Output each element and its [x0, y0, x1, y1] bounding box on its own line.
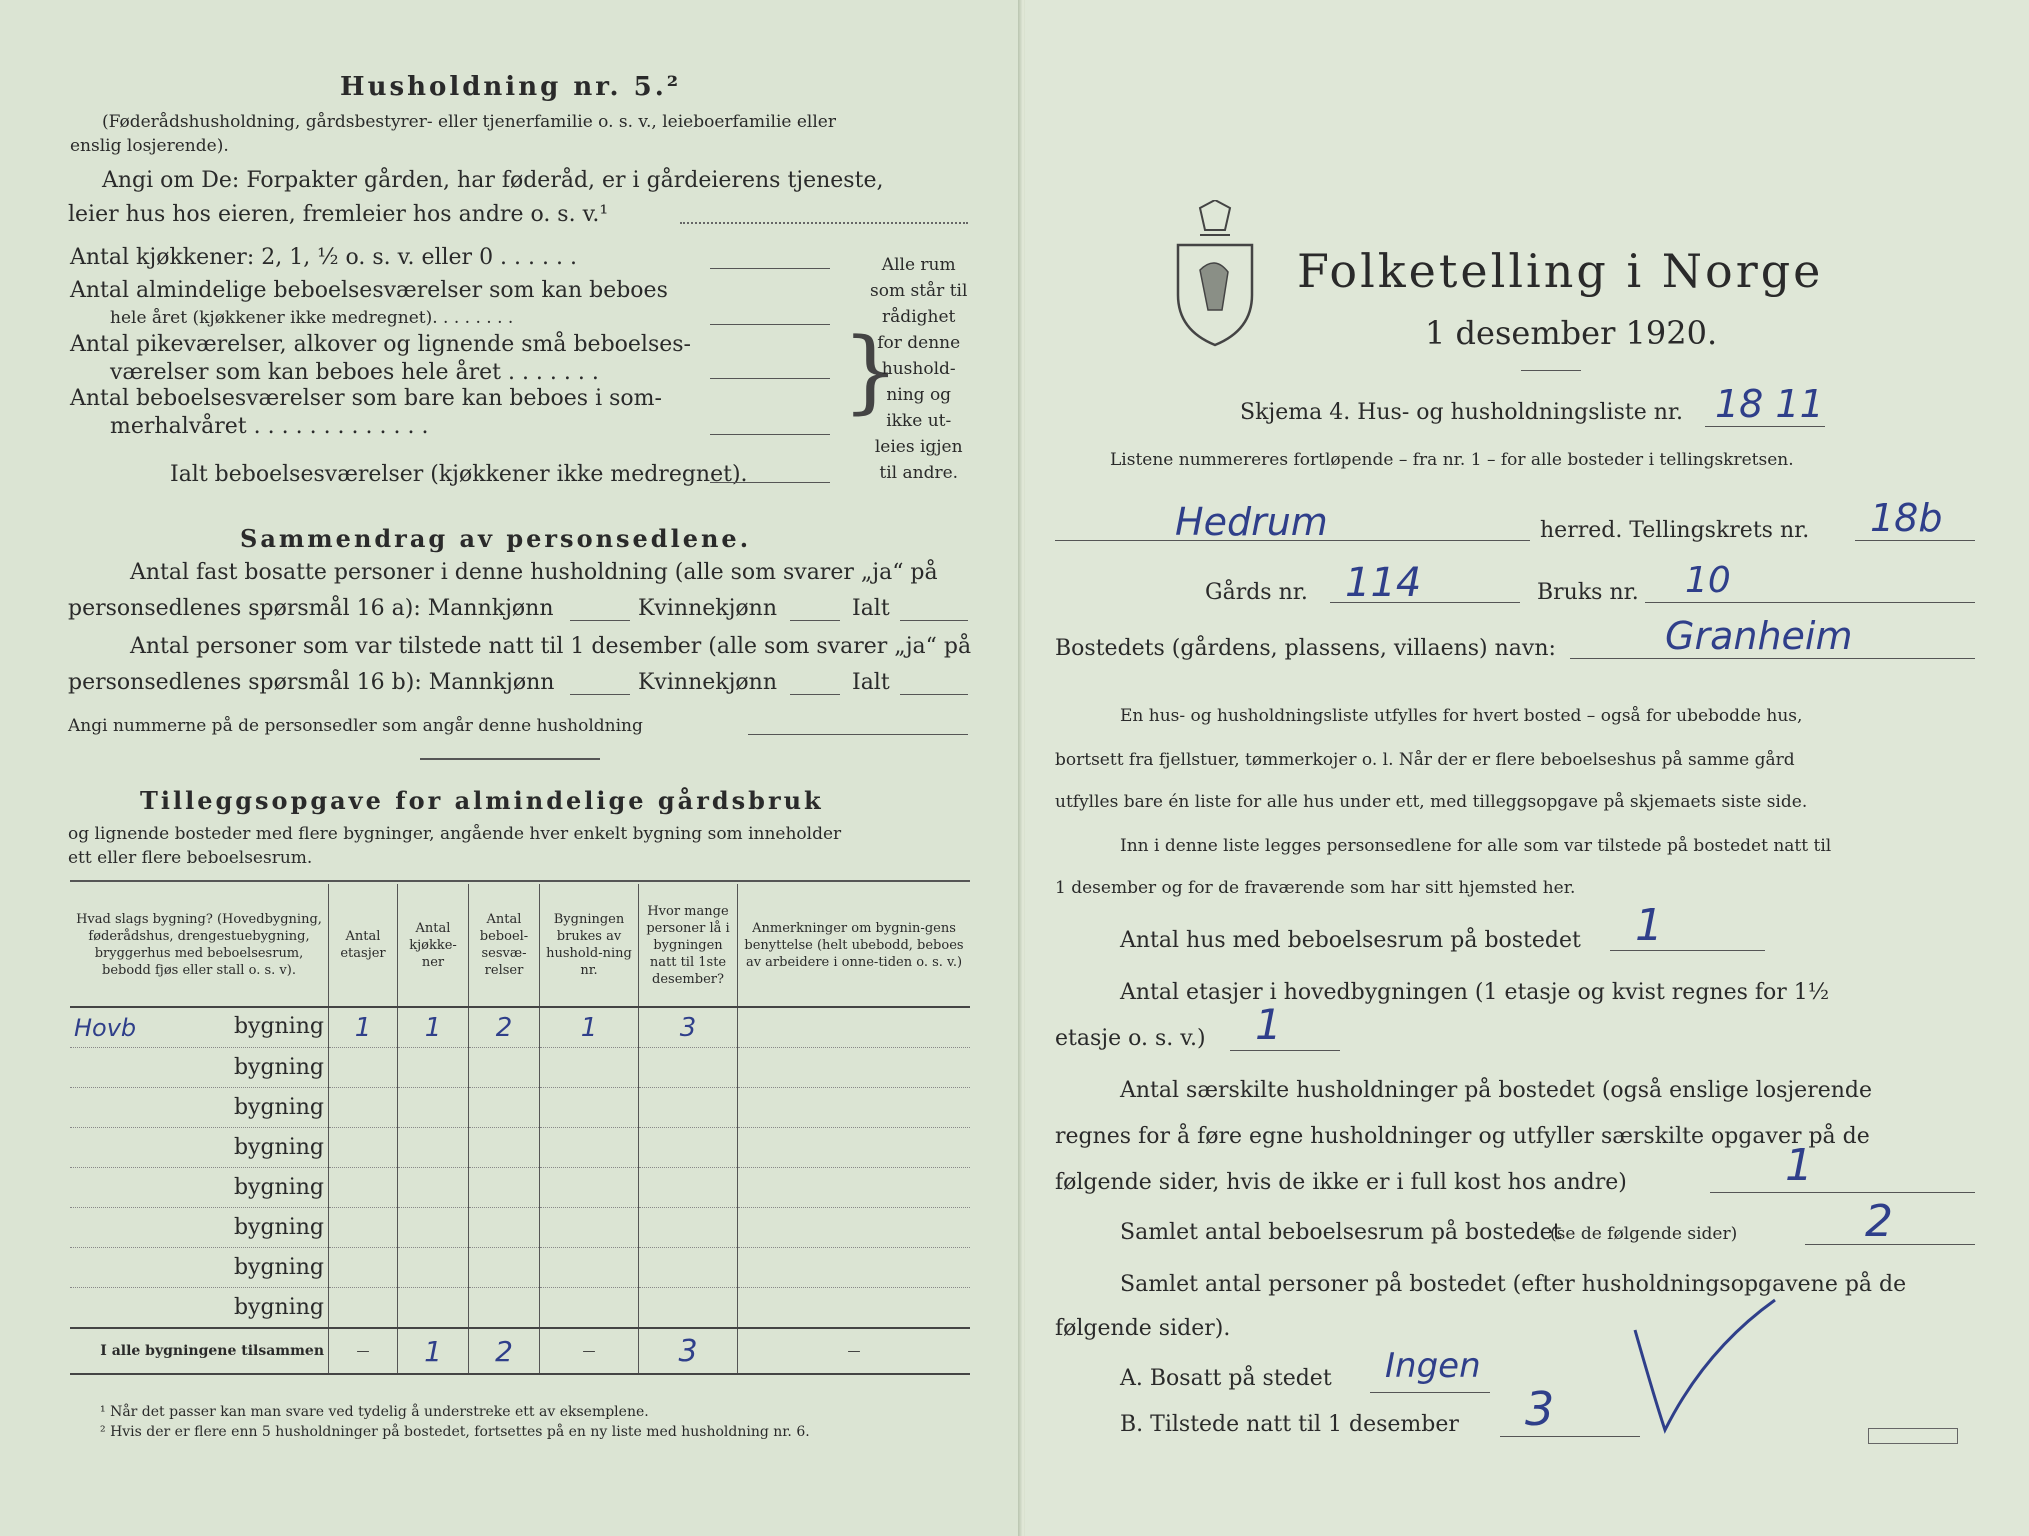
- bosted-label: Bostedets (gårdens, plassens, villaens) navn:: [1055, 636, 1556, 661]
- extra-line-2: ett eller flere beboelsesrum.: [68, 848, 313, 868]
- bracket-note-line: rådighet: [882, 307, 956, 327]
- bracket-note-line: leies igjen: [874, 437, 963, 457]
- rooms-line-2: Antal almindelige beboelsesværelser som kan beboes: [70, 278, 668, 303]
- q-hush-line-1: Antal særskilte husholdninger på bostedet (også enslige losjerende: [1120, 1078, 1873, 1103]
- printer-stamp: [1868, 1428, 1958, 1444]
- building-table: [70, 884, 970, 1375]
- q-rum-note: (se de følgende sider): [1550, 1224, 1738, 1244]
- skjema-value: 18 11: [1715, 382, 1824, 426]
- floors-value: 1: [329, 1007, 398, 1048]
- para2-line-1: Inn i denne liste legges personsedlene for alle som var tilstede på bostedet natt til: [1120, 836, 1832, 856]
- col-household: Bygningen brukes av hushold-ning nr.: [540, 884, 639, 1007]
- bracket-note-line: som står til: [870, 281, 968, 301]
- a-label: A. Bosatt på stedet: [1120, 1366, 1332, 1391]
- para1-line-2: bortsett fra fjellstuer, tømmerkojer o. l. Når der er flere beboelseshus på samme gård: [1055, 750, 1795, 770]
- building-type-value: Hovb: [74, 1013, 137, 1042]
- a-value: Ingen: [1385, 1346, 1481, 1386]
- listene-note: Listene nummereres fortløpende – fra nr. 1 – for alle bosteder i tellingskretsen.: [1110, 450, 1794, 470]
- table-row: bygning: [70, 1128, 970, 1168]
- household-question-1: Angi om De: Forpakter gården, har føderåd, er i gårdeierens tjeneste,: [102, 168, 884, 193]
- bracket-note-line: ning og: [886, 385, 952, 405]
- building-table-header: [70, 884, 970, 1007]
- bracket-note-line: til andre.: [879, 463, 959, 483]
- bracket-note-line: Alle rum: [881, 255, 956, 275]
- tick-mark-icon: [1615, 1290, 1795, 1440]
- table-row: bygning: [70, 1168, 970, 1208]
- para1-line-3: utfylles bare én liste for alle hus under ett, med tilleggsopgave på skjemaets siste side.: [1055, 792, 1808, 812]
- q-hush-line-2: regnes for å føre egne husholdninger og utfyller særskilte opgaver på de: [1055, 1124, 1870, 1149]
- col-remarks: Anmerkninger om bygnin-gens benyttelse (helt ubebodd, beboes av arbeidere i onne-tiden o. s. v.): [738, 884, 971, 1007]
- q-etasjer-value: 1: [1255, 1000, 1282, 1049]
- q-hus-value: 1: [1635, 900, 1663, 951]
- census-title: Folketelling i Norge: [1297, 244, 1824, 298]
- kitchens-value: 1: [398, 1007, 469, 1048]
- right-page: [1025, 0, 2029, 1536]
- household-title: Husholdning nr. 5.²: [340, 72, 682, 102]
- table-row: bygning: [70, 1048, 970, 1088]
- q-pers-line-2: følgende sider).: [1055, 1316, 1231, 1341]
- bracket-note: [870, 252, 967, 486]
- col-floors: Antal etasjer: [329, 884, 398, 1007]
- household-intro-1: (Føderådshusholdning, gårdsbestyrer- eller tjenerfamilie o. s. v., leieboerfamilie eller: [102, 112, 836, 132]
- rooms-line-total: Ialt beboelsesværelser (kjøkkener ikke medregnet).: [170, 462, 748, 487]
- summary-line-1: Antal fast bosatte personer i denne husholdning (alle som svarer „ja“ på: [130, 560, 938, 585]
- extra-line-1: og lignende bosteder med flere bygninger, angående hver enkelt bygning som inneholder: [68, 824, 842, 844]
- coat-of-arms-icon: [1170, 200, 1260, 350]
- b-label: B. Tilstede natt til 1 desember: [1120, 1412, 1459, 1437]
- bruks-label: Bruks nr.: [1537, 580, 1639, 605]
- rooms-line-3: hele året (kjøkkener ikke medregnet). . . . . . . .: [110, 308, 514, 328]
- summary-line-4: Antal personer som var tilstede natt til 1 desember (alle som svarer „ja“ på: [130, 634, 972, 659]
- herred-label: herred. Tellingskrets nr.: [1540, 518, 1810, 543]
- table-row: bygning: [70, 1288, 970, 1329]
- extra-title: Tilleggsopgave for almindelige gårdsbruk: [140, 786, 824, 815]
- para2-line-2: 1 desember og for de fraværende som har sitt hjemsted her.: [1055, 878, 1576, 898]
- rooms-line-5: værelser som kan beboes hele året . . . . . . .: [110, 360, 599, 385]
- col-rooms: Antal beboel-sesvæ-relser: [469, 884, 540, 1007]
- total-floors: —: [329, 1328, 398, 1374]
- table-total-row: [70, 1328, 970, 1374]
- total-persons: 3: [639, 1328, 738, 1374]
- q-etasjer-line-2: etasje o. s. v.): [1055, 1026, 1206, 1051]
- household-value: 1: [540, 1007, 639, 1048]
- rooms-value: 2: [469, 1007, 540, 1048]
- skjema-label: Skjema 4. Hus- og husholdningsliste nr.: [1240, 400, 1683, 425]
- para1-line-1: En hus- og husholdningsliste utfylles for hvert bosted – også for ubebodde hus,: [1120, 706, 1803, 726]
- total-rooms: 2: [469, 1328, 540, 1374]
- rooms-line-1: Antal kjøkkener: 2, 1, ½ o. s. v. eller 0 . . . . . .: [70, 245, 577, 270]
- table-row: bygning: [70, 1248, 970, 1288]
- table-row: bygning: [70, 1208, 970, 1248]
- summary-title: Sammendrag av personsedlene.: [240, 524, 752, 553]
- summary-total-2: Ialt: [852, 670, 890, 695]
- q-pers-line-1: Samlet antal personer på bostedet (efter husholdningsopgavene på de: [1120, 1272, 1907, 1297]
- bracket-note-line: hushold-: [881, 359, 956, 379]
- col-kitchens: Antal kjøkke-ner: [398, 884, 469, 1007]
- summary-female-2: Kvinnekjønn: [638, 670, 777, 695]
- rooms-line-6: Antal beboelsesværelser som bare kan beboes i som-: [70, 386, 662, 411]
- q-etasjer-line-1: Antal etasjer i hovedbygningen (1 etasje og kvist regnes for 1½: [1120, 980, 1830, 1005]
- persons-value: 3: [639, 1007, 738, 1048]
- col-persons: Hvor mange personer lå i bygningen natt til 1ste desember?: [639, 884, 738, 1007]
- col-building-type: Hvad slags bygning? (Hovedbygning, føderådshus, drengestuebygning, bryggerhus med beboelsesrum, bebodd fjøs eller stall o. s. v).: [70, 884, 329, 1007]
- q-hus-label: Antal hus med beboelsesrum på bostedet: [1120, 928, 1581, 953]
- summary-numbers: Angi nummerne på de personsedler som angår denne husholdning: [68, 716, 643, 736]
- total-remarks: —: [738, 1328, 971, 1374]
- bracket-note-line: for denne: [877, 333, 961, 353]
- household-question-2: leier hus hos eieren, fremleier hos andre o. s. v.¹: [68, 202, 609, 227]
- total-label: I alle bygningene tilsammen: [70, 1328, 329, 1374]
- bruks-value: 10: [1685, 560, 1731, 601]
- gards-label: Gårds nr.: [1205, 580, 1308, 605]
- tellingskrets-value: 18b: [1870, 496, 1943, 540]
- bracket: }: [842, 319, 900, 424]
- q-hush-line-3: følgende sider, hvis de ikke er i full kost hos andre): [1055, 1170, 1627, 1195]
- total-kitchens: 1: [398, 1328, 469, 1374]
- b-value: 3: [1525, 1382, 1555, 1436]
- q-rum-value: 2: [1865, 1196, 1893, 1247]
- footnote-2: ² Hvis der er flere enn 5 husholdninger på bostedet, fortsettes på en ny liste med husholdning nr. 6.: [100, 1424, 810, 1440]
- summary-female-1: Kvinnekjønn: [638, 596, 777, 621]
- table-row: Hovb bygning 1 1 2 1 3: [70, 1007, 970, 1048]
- bracket-note-line: ikke ut-: [886, 411, 952, 431]
- gards-value: 114: [1345, 560, 1422, 606]
- summary-line-5: personsedlenes spørsmål 16 b): Mannkjønn: [68, 670, 555, 695]
- footnote-1: ¹ Når det passer kan man svare ved tydelig å understreke ett av eksemplene.: [100, 1404, 649, 1420]
- table-row: bygning: [70, 1088, 970, 1128]
- summary-line-2: personsedlenes spørsmål 16 a): Mannkjønn: [68, 596, 554, 621]
- q-hush-value: 1: [1785, 1140, 1813, 1191]
- rooms-line-4: Antal pikeværelser, alkover og lignende små beboelses-: [70, 332, 691, 357]
- herred-value: Hedrum: [1175, 500, 1328, 544]
- summary-total-1: Ialt: [852, 596, 890, 621]
- rooms-line-7: merhalvåret . . . . . . . . . . . . .: [110, 414, 429, 439]
- census-date: 1 desember 1920.: [1425, 314, 1718, 352]
- q-rum-label: Samlet antal beboelsesrum på bostedet: [1120, 1220, 1562, 1245]
- bosted-value: Granheim: [1665, 614, 1853, 658]
- total-household: —: [540, 1328, 639, 1374]
- household-intro-2: enslig losjerende).: [70, 136, 229, 156]
